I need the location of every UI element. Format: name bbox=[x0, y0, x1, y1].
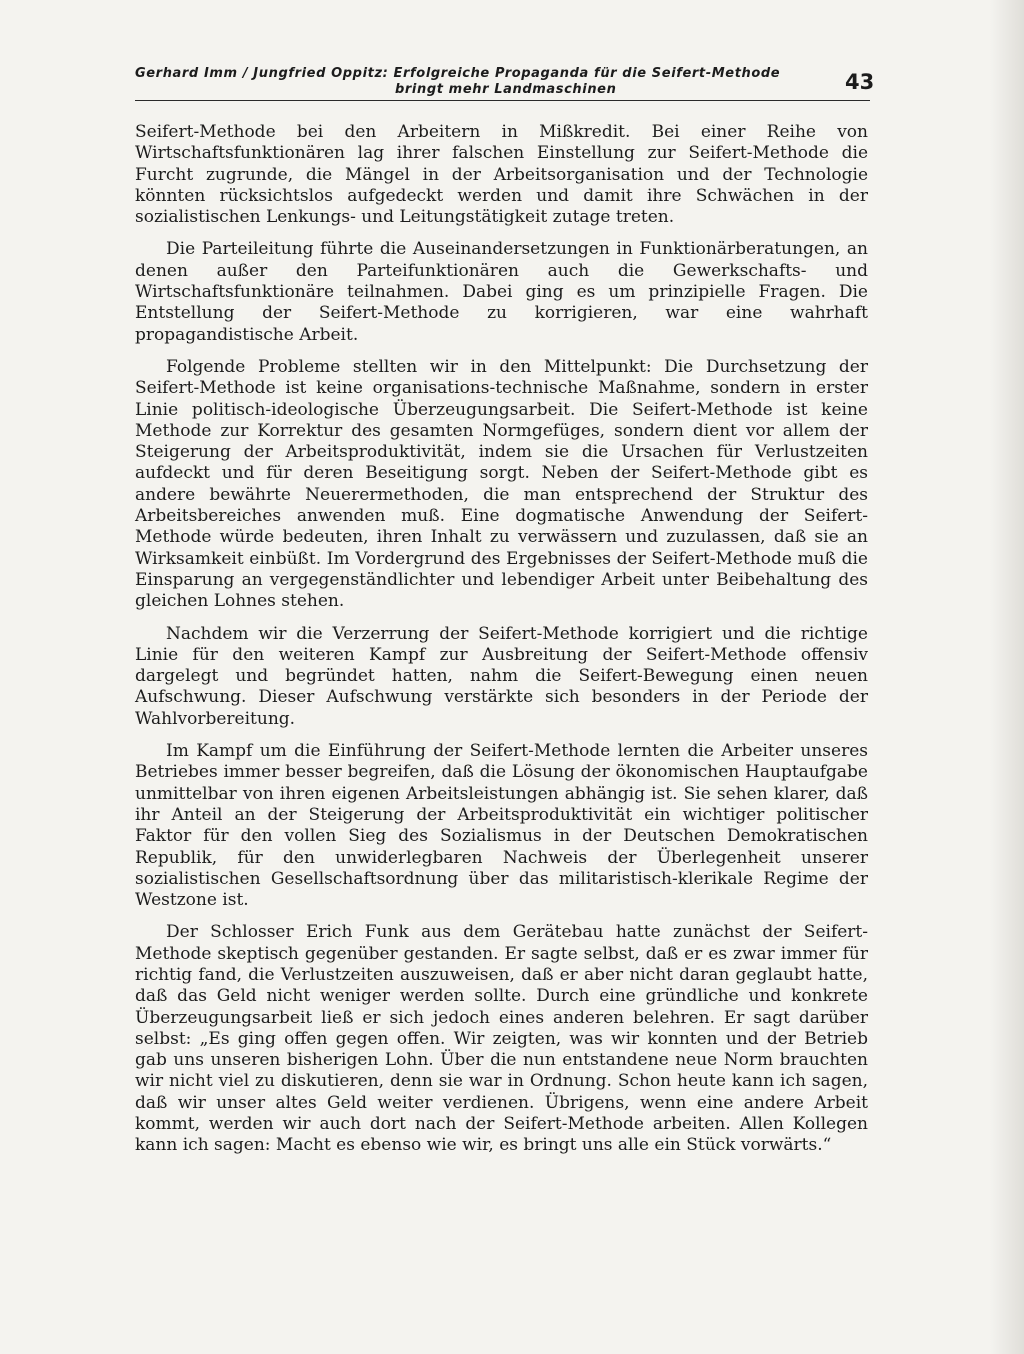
paragraph-6: Der Schlosser Erich Funk aus dem Gerätebau hatte zunächst der Seifert-Methode skeptisch gegenüber gestanden. Er sagte selbst, daß er es zwar immer für richtig fand, die Verlustzeiten auszuweisen, daß er aber nicht daran geglaubt hatte, daß das Geld nicht weniger werden sollte. Durch eine gründliche und konkrete Überzeugungsarbeit ließ er sich jedoch eines anderen belehren. Er sagt darüber selbst: „Es ging offen gegen offen. Wir zeigten, was wir konnten und der Betrieb gab uns unseren bisherigen Lohn. Über die nun entstandene neue Norm brauchten wir nicht viel zu diskutieren, denn sie war in Ordnung. Schon heute kann ich sagen, daß wir unser altes Geld weiter verdienen. Übrigens, wenn eine andere Arbeit kommt, werden wir auch dort nach der Seifert-Methode arbeiten. Allen Kollegen kann ich sagen: Macht es ebenso wie wir, es bringt uns alle ein Stück vorwärts.“ bbox=[135, 922, 868, 1156]
paragraph-4: Nachdem wir die Verzerrung der Seifert-Methode korrigiert und die richtige Linie für den weiteren Kampf zur Ausbreitung der Seifert-Methode offensiv dargelegt und begründet hatten, nahm die Seifert-Bewegung einen neuen Aufschwung. Dieser Aufschwung verstärkte sich besonders in der Periode der Wahlvorbereitung. bbox=[135, 623, 868, 729]
body-text bbox=[135, 122, 868, 1168]
paragraph-3: Folgende Probleme stellten wir in den Mittelpunkt: Die Durchsetzung der Seifert-Methode ist keine organisations-technische Maßnahme, sondern in erster Linie politisch-ideologische Überzeugungsarbeit. Die Seifert-Methode ist keine Methode zur Korrektur des gesamten Normgefüges, sondern dient vor allem der Steigerung der Arbeitsproduktivität, indem sie die Ursachen für Verlustzeiten aufdeckt und für deren Beseitigung sorgt. Neben der Seifert-Methode gibt es andere bewährte Neuerermethoden, die man entsprechend der Struktur des Arbeitsbereiches anwenden muß. Eine dogmatische Anwendung der Seifert-Methode würde bedeuten, ihren Inhalt zu verwässern und zuzulassen, daß sie an Wirksamkeit einbüßt. Im Vordergrund des Ergebnisses der Seifert-Methode muß die Einsparung an vergegenständlichter und lebendiger Arbeit unter Beibehaltung des gleichen Lohnes stehen. bbox=[135, 356, 868, 612]
paragraph-1: Seifert-Methode bei den Arbeitern in Mißkredit. Bei einer Reihe von Wirtschaftsfunktionären lag ihrer falschen Einstellung zur Seifert-Methode die Furcht zugrunde, die Mängel in der Arbeitsorganisation und der Technologie könnten rücksichtslos aufgedeckt werden und damit ihre Schwächen in der sozialistischen Lenkungs- und Leitungstätigkeit zutage treten. bbox=[135, 122, 868, 228]
paragraph-2: Die Parteileitung führte die Auseinandersetzungen in Funktionärberatungen, an denen außer den Parteifunktionären auch die Gewerkschafts- und Wirtschaftsfunktionäre teilnahmen. Dabei ging es um prinzipielle Fragen. Die Entstellung der Seifert-Methode zu korrigieren, war eine wahrhaft propagandistische Arbeit. bbox=[135, 239, 868, 345]
header-authors-title: Gerhard Imm / Jungfried Oppitz: Erfolgreiche Propaganda für die Seifert-Methode bbox=[135, 66, 781, 81]
running-header bbox=[135, 66, 870, 101]
page-edge-shadow bbox=[990, 0, 1024, 1354]
paragraph-5: Im Kampf um die Einführung der Seifert-Methode lernten die Arbeiter unseres Betriebes immer besser begreifen, daß die Lösung der ökonomischen Hauptaufgabe unmittelbar von ihren eigenen Arbeitsleistungen abhängig ist. Sie sehen klarer, daß ihr Anteil an der Steigerung der Arbeitsproduktivität ein wichtiger politischer Faktor für den vollen Sieg des Sozialismus in der Deutschen Demokratischen Republik, für den unwiderlegbaren Nachweis der Überlegenheit unserer sozialistischen Gesellschaftsordnung über das militaristisch-klerikale Regime der Westzone ist. bbox=[135, 741, 868, 911]
page-number: 43 bbox=[845, 70, 875, 94]
header-title-continuation: bringt mehr Landmaschinen bbox=[395, 82, 617, 97]
